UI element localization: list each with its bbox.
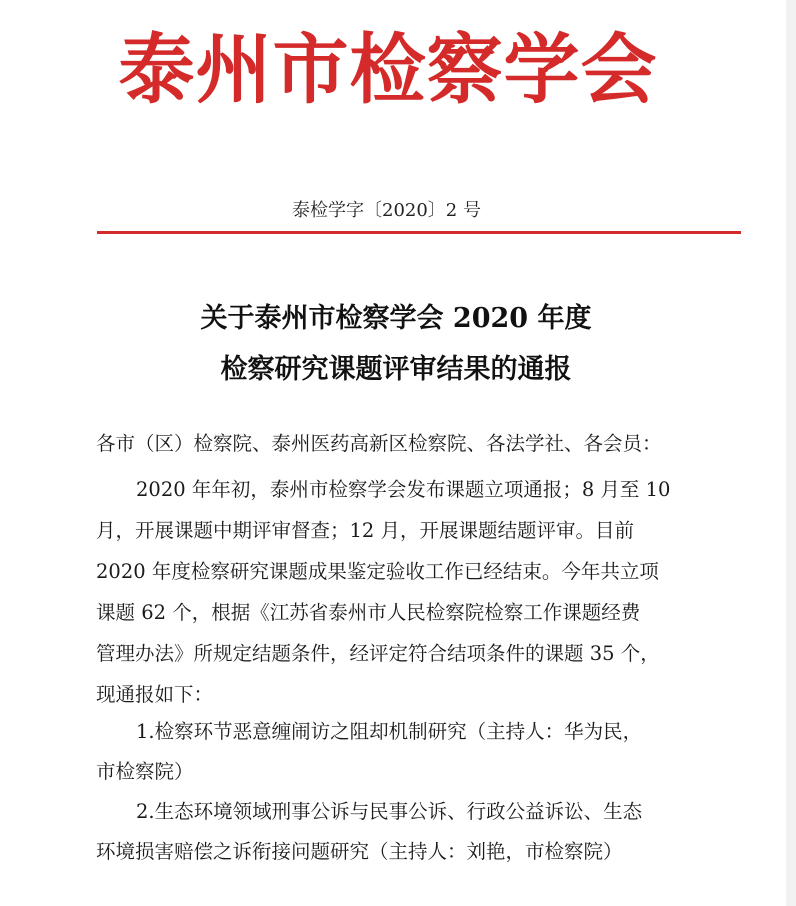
paragraph-1-line-4: 课题 62 个，根据《江苏省泰州市人民检察院检察工作课题经费 [96,601,641,624]
page-edge-margin [786,0,796,906]
document-number: 泰检学字〔2020〕2 号 [292,200,481,221]
list-item-2-line-1: 2.生态环境领域刑事公诉与民事公诉、行政公益诉讼、生态 [136,800,643,823]
paragraph-1-line-2: 月，开展课题中期评审督查；12 月，开展课题结题评审。目前 [96,519,635,542]
paragraph-1-line-1: 2020 年年初，泰州市检察学会发布课题立项通报；8 月至 10 [136,478,671,501]
masthead-org-name: 泰州市检察学会 [118,25,658,114]
paragraph-1-line-3: 2020 年度检察研究课题成果鉴定验收工作已经结束。今年共立项 [96,560,659,583]
list-item-1-line-1: 1.检察环节恶意缠闹访之阻却机制研究（主持人：华为民， [136,720,643,743]
list-item-2-line-2: 环境损害赔偿之诉衔接问题研究（主持人：刘艳，市检察院） [96,840,623,863]
list-item-1-line-2: 市检察院） [96,760,194,783]
document-title-line-2: 检察研究课题评审结果的通报 [220,354,572,385]
red-separator-line [97,231,741,234]
salutation: 各市（区）检察院、泰州医药高新区检察院、各法学社、各会员： [96,432,662,455]
paragraph-1-line-5: 管理办法》所规定结题条件，经评定符合结项条件的课题 35 个， [96,642,660,665]
paragraph-1-line-6: 现通报如下： [96,683,214,706]
document-title-line-1: 关于泰州市检察学会 2020 年度 [200,303,592,334]
